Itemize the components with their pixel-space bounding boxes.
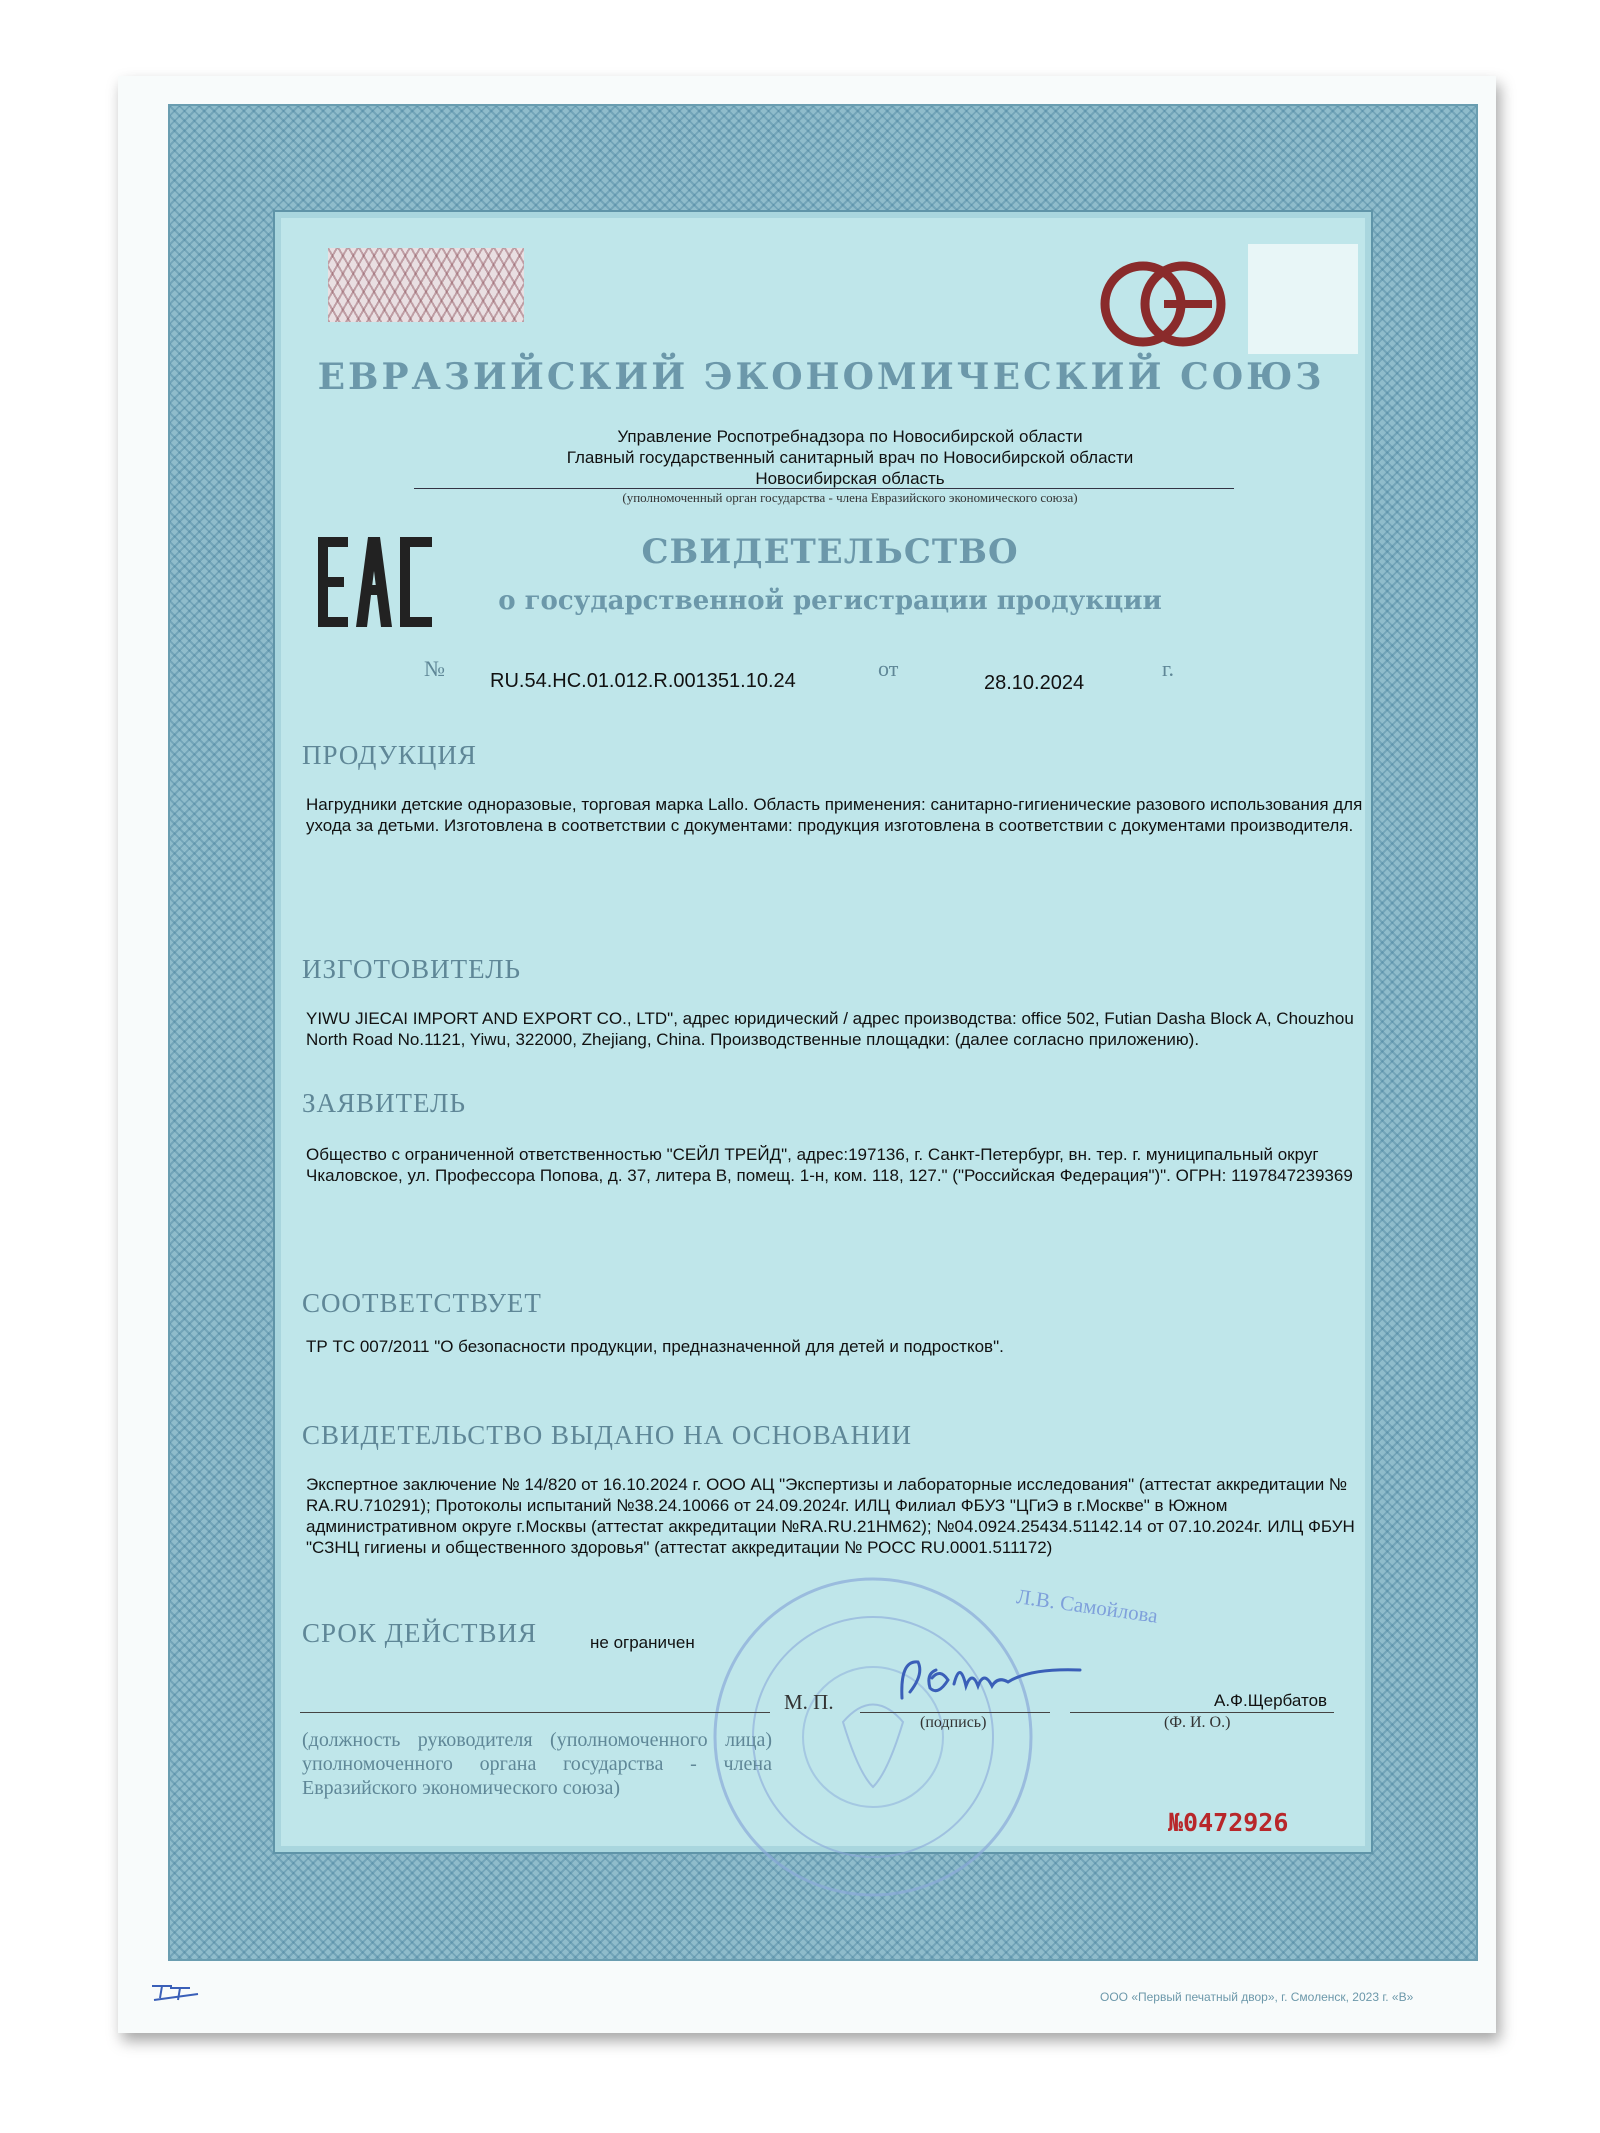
blank-corner-box <box>1248 244 1358 354</box>
stamp-name: Л.В. Самойлова <box>1015 1584 1160 1628</box>
applicant-text: Общество с ограниченной ответственностью "СЕЙЛ ТРЕЙД", адрес:197136, г. Санкт-Петербург, вн. тер. г. муниципальный округ Чкаловское, ул. Профессора Попова, д. 37, литера В, помещ. 1-н, ком. 118, 127." ("Российская Федерация")". ОГРН: 1197847239369 <box>306 1145 1353 1185</box>
handwritten-signature <box>880 1640 1100 1710</box>
registration-date: 28.10.2024 <box>984 672 1085 694</box>
initials-mark <box>148 1978 208 2002</box>
basis-text: Экспертное заключение № 14/820 от 16.10.2024 г. ООО АЦ "Экспертизы и лабораторные исследования" (аттестат аккредитации № RA.RU.710291); Протоколы испытаний №38.24.10066 от 24.09.2024г. ИЛЦ Филиал ФБУЗ "ЦГиЭ в г.Москве" в Южном административном округе г.Москвы (аттестат аккредитации №RA.RU.21НМ62); №04.0924.25434.51142.14 от 07.10.2024г. ИЛЦ ФБУН "СЗНЦ гигиены и общественного здоровья" (аттестат аккредитации № РОСС RU.0001.511172) <box>306 1475 1355 1557</box>
certificate-subtitle: о государственной регистрации продукции <box>498 586 1162 616</box>
conformity-text: ТР ТС 007/2011 "О безопасности продукции, предназначенной для детей и подростков". <box>306 1337 1004 1356</box>
position-line <box>300 1712 770 1713</box>
date-from-label: от <box>878 656 899 681</box>
authority-line: Новосибирская область <box>755 469 945 488</box>
basis-heading: СВИДЕТЕЛЬСТВО ВЫДАНО НА ОСНОВАНИИ <box>302 1420 913 1450</box>
product-heading: ПРОДУКЦИЯ <box>302 740 477 770</box>
name-caption: (Ф. И. О.) <box>1164 1714 1231 1731</box>
printer-note: ООО «Первый печатный двор», г. Смоленск, 2023 г. «В» <box>1100 1990 1414 2004</box>
authority-rule <box>414 488 1234 489</box>
year-suffix: г. <box>1162 656 1175 681</box>
mp-label: М. П. <box>784 1690 834 1714</box>
certificate-title: СВИДЕТЕЛЬСТВО <box>641 532 1019 572</box>
security-hologram <box>328 248 524 322</box>
position-caption: (должность руководителя (уполномоченного лица) уполномоченного органа государства - члена Евразийского экономического союза) <box>302 1729 772 1799</box>
manufacturer-text: YIWU JIECAI IMPORT AND EXPORT CO., LTD", адрес юридический / адрес производства: office 502, Futian Dasha Block A, Chouzhou North Road No.1121, Yiwu, 322000, Zhejiang, China. Производственные площадки: (далее согласно приложению). <box>306 1009 1354 1049</box>
name-line <box>1070 1712 1334 1713</box>
registration-number: RU.54.НС.01.012.R.001351.10.24 <box>490 670 796 692</box>
number-label: № <box>424 656 445 681</box>
authority-line: Управление Роспотребнадзора по Новосибирской области <box>617 427 1083 446</box>
authority-block <box>400 426 1300 489</box>
se-sanitary-logo <box>1100 258 1226 350</box>
signature-caption: (подпись) <box>920 1714 987 1731</box>
union-title: ЕВРАЗИЙСКИЙ ЭКОНОМИЧЕСКИЙ СОЮЗ <box>317 356 1325 398</box>
authority-caption: (уполномоченный орган государства - члена Евразийского экономического союза) <box>622 490 1078 505</box>
eac-logo <box>316 535 434 629</box>
conformity-heading: СООТВЕТСТВУЕТ <box>302 1288 542 1318</box>
applicant-heading: ЗАЯВИТЕЛЬ <box>302 1088 466 1118</box>
authority-line: Главный государственный санитарный врач по Новосибирской области <box>566 448 1134 467</box>
serial-number: №0472926 <box>1168 1808 1289 1837</box>
signer-name: А.Ф.Щербатов <box>1214 1691 1328 1710</box>
product-text: Нагрудники детские одноразовые, торговая марка Lallo. Область применения: санитарно-гигиенические разового использования для ухода за детьми. Изготовлена в соответствии с документами: продукция изготовлена в соответствии с документами производителя. <box>306 795 1363 835</box>
manufacturer-heading: ИЗГОТОВИТЕЛЬ <box>302 954 522 984</box>
validity-heading: СРОК ДЕЙСТВИЯ <box>302 1618 538 1648</box>
signature-line <box>860 1712 1050 1713</box>
validity-value: не ограничен <box>590 1633 695 1652</box>
